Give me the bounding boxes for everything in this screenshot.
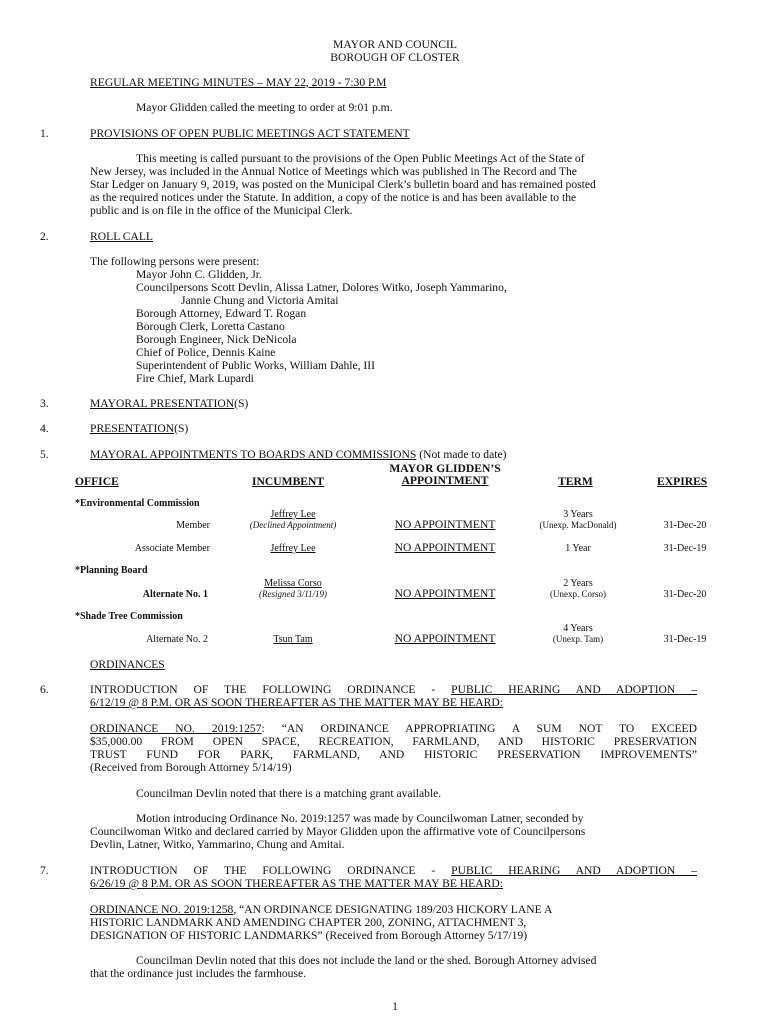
- col-term-header: TERM: [558, 475, 593, 488]
- roll-call-person: Superintendent of Public Works, William Dahle, III: [136, 359, 376, 372]
- env-row-2-term: 1 Year: [565, 543, 591, 554]
- roll-call-person: Mayor John C. Glidden, Jr.: [136, 268, 262, 281]
- shade-tree-heading: *Shade Tree Commission: [75, 611, 183, 622]
- section-6-number: 6.: [40, 683, 49, 696]
- roll-call-person: Chief of Police, Dennis Kaine: [136, 346, 276, 359]
- plan-row-1-incumbent: Melissa Corso: [264, 578, 322, 589]
- section-5-heading: MAYORAL APPOINTMENTS TO BOARDS AND COMMISSIONS (Not made to date): [90, 448, 507, 461]
- oma-line-5: public and is on file in the office of the Municipal Clerk.: [90, 204, 353, 217]
- ord-1257-motion-line-2: Councilwoman Witko and declared carried by Mayor Glidden upon the affirmative vote of Councilpersons: [90, 825, 586, 838]
- env-row-1-incumbent: Jeffrey Lee: [270, 509, 316, 520]
- ord-1258-line-2: HISTORIC LANDMARK AND AMENDING CHAPTER 200, ZONING, ATTACHMENT 3,: [90, 916, 527, 929]
- ord-1257-line-1: ORDINANCE NO. 2019:1257: “AN ORDINANCE APPROPRIATING A SUM NOT TO EXCEED: [90, 722, 697, 735]
- oma-line-1: This meeting is called pursuant to the provisions of the Open Public Meetings Act of the State of: [136, 152, 585, 165]
- header-line-2: BOROUGH OF CLOSTER: [330, 51, 460, 64]
- roll-call-person: Borough Engineer, Nick DeNicola: [136, 333, 297, 346]
- section-5-number: 5.: [40, 448, 49, 461]
- plan-row-1-term: 2 Years: [563, 578, 593, 589]
- env-row-1-term: 3 Years: [563, 509, 593, 520]
- section-1-number: 1.: [40, 127, 49, 140]
- env-row-1-expires: 31-Dec-20: [663, 520, 707, 531]
- env-row-1-office: Member: [176, 520, 210, 531]
- call-to-order: Mayor Glidden called the meeting to order at 9:01 p.m.: [136, 101, 393, 114]
- ord-1257-motion-line-3: Devlin, Latner, Witko, Yammarino, Chung and Amitai.: [90, 838, 345, 851]
- col-office-header: OFFICE: [75, 475, 119, 488]
- shade-row-1-expires: 31-Dec-19: [663, 634, 707, 645]
- header-line-1: MAYOR AND COUNCIL: [333, 38, 457, 51]
- section-7-number: 7.: [40, 864, 49, 877]
- oma-line-4: as the required notices under the Statute. In addition, a copy of the notice is and has been available to the: [90, 191, 577, 204]
- section-6-intro-line-2: 6/12/19 @ 8 P.M. OR AS SOON THEREAFTER AS THE MATTER MAY BE HEARD:: [90, 696, 503, 709]
- plan-row-1-term-note: (Unexp. Corso): [550, 589, 606, 599]
- section-7-intro-line-1: INTRODUCTION OF THE FOLLOWING ORDINANCE - PUBLIC HEARING AND ADOPTION –: [90, 864, 697, 877]
- env-row-1-appointment: NO APPOINTMENT: [394, 518, 496, 531]
- shade-row-1-term-note: (Unexp. Tam): [552, 634, 604, 644]
- section-2-number: 2.: [40, 230, 49, 243]
- oma-line-3: Star Ledger on January 9, 2019, was posted on the Municipal Clerk’s bulletin board and has remained posted: [90, 178, 596, 191]
- plan-row-1-expires: 31-Dec-20: [663, 589, 707, 600]
- ordinances-heading: ORDINANCES: [90, 658, 165, 671]
- section-4-number: 4.: [40, 422, 49, 435]
- roll-call-person: Jannie Chung and Victoria Amitai: [181, 294, 339, 307]
- ord-1258-line-1: ORDINANCE NO. 2019:1258, “AN ORDINANCE DESIGNATING 189/203 HICKORY LANE A: [90, 903, 553, 916]
- col-expires-header: EXPIRES: [657, 475, 708, 488]
- ord-1258-note-line-2: that the ordinance just includes the farmhouse.: [90, 967, 307, 980]
- shade-row-1-office: Alternate No. 2: [146, 634, 208, 645]
- roll-call-person: Borough Attorney, Edward T. Rogan: [136, 307, 307, 320]
- shade-row-1-appointment: NO APPOINTMENT: [394, 632, 496, 645]
- ord-1258-line-3: DESIGNATION OF HISTORIC LANDMARKS” (Received from Borough Attorney 5/17/19): [90, 929, 528, 942]
- oma-line-2: New Jersey, was included in the Annual Notice of Meetings which was published in The Record and The: [90, 165, 577, 178]
- shade-row-1-term: 4 Years: [563, 623, 593, 634]
- roll-call-person: Councilpersons Scott Devlin, Alissa Latner, Dolores Witko, Joseph Yammarino,: [136, 281, 507, 294]
- plan-row-1-appointment: NO APPOINTMENT: [394, 587, 496, 600]
- env-row-2-incumbent: Jeffrey Lee: [270, 543, 316, 554]
- section-6-intro-line-1: INTRODUCTION OF THE FOLLOWING ORDINANCE - PUBLIC HEARING AND ADOPTION –: [90, 683, 697, 696]
- section-7-intro-line-2: 6/26/19 @ 8 P.M. OR AS SOON THEREAFTER AS THE MATTER MAY BE HEARD:: [90, 877, 503, 890]
- ord-1258-note-line-1: Councilman Devlin noted that this does not include the land or the shed. Borough Attorney advised: [136, 954, 597, 967]
- roll-call-intro: The following persons were present:: [90, 255, 260, 268]
- roll-call-person: Fire Chief, Mark Lupardi: [136, 372, 254, 385]
- ord-1257-line-2: $35,000.00 FROM OPEN SPACE, RECREATION, FARMLAND, AND HISTORIC PRESERVATION: [90, 735, 697, 748]
- env-commission-heading: *Environmental Commission: [75, 498, 200, 509]
- ord-1257-note: Councilman Devlin noted that there is a matching grant available.: [136, 787, 442, 800]
- env-row-1-term-note: (Unexp. MacDonald): [539, 520, 617, 530]
- plan-row-1-note: (Resigned 3/11/19): [258, 589, 328, 599]
- env-row-2-appointment: NO APPOINTMENT: [394, 541, 496, 554]
- ord-1257-motion-line-1: Motion introducing Ordinance No. 2019:1257 was made by Councilwoman Latner, seconded by: [136, 812, 584, 825]
- col-incumbent-header: INCUMBENT: [252, 475, 325, 488]
- col-mayor-header-2: APPOINTMENT: [401, 474, 489, 487]
- minutes-title: REGULAR MEETING MINUTES – MAY 22, 2019 - 7:30 P.M: [90, 76, 387, 89]
- env-row-2-office: Associate Member: [134, 543, 210, 554]
- section-2-heading: ROLL CALL: [90, 230, 154, 243]
- shade-row-1-incumbent: Tsun Tam: [273, 634, 313, 645]
- col-mayor-header-1: MAYOR GLIDDEN’S: [389, 462, 501, 475]
- env-row-1-note: (Declined Appointment): [249, 520, 337, 530]
- ord-1257-line-3: TRUST FUND FOR PARK, FARMLAND, AND HISTORIC PRESERVATION IMPROVEMENTS”: [90, 748, 697, 761]
- roll-call-person: Borough Clerk, Loretta Castano: [136, 320, 285, 333]
- env-row-2-expires: 31-Dec-19: [663, 543, 707, 554]
- section-1-heading: PROVISIONS OF OPEN PUBLIC MEETINGS ACT STATEMENT: [90, 127, 410, 140]
- section-3-heading: MAYORAL PRESENTATION(S): [90, 397, 249, 410]
- ord-1257-line-4: (Received from Borough Attorney 5/14/19): [90, 761, 292, 774]
- plan-row-1-office: Alternate No. 1: [142, 589, 208, 600]
- page-number: 1: [392, 1000, 398, 1013]
- section-3-number: 3.: [40, 397, 49, 410]
- section-4-heading: PRESENTATION(S): [90, 422, 189, 435]
- planning-board-heading: *Planning Board: [75, 565, 148, 576]
